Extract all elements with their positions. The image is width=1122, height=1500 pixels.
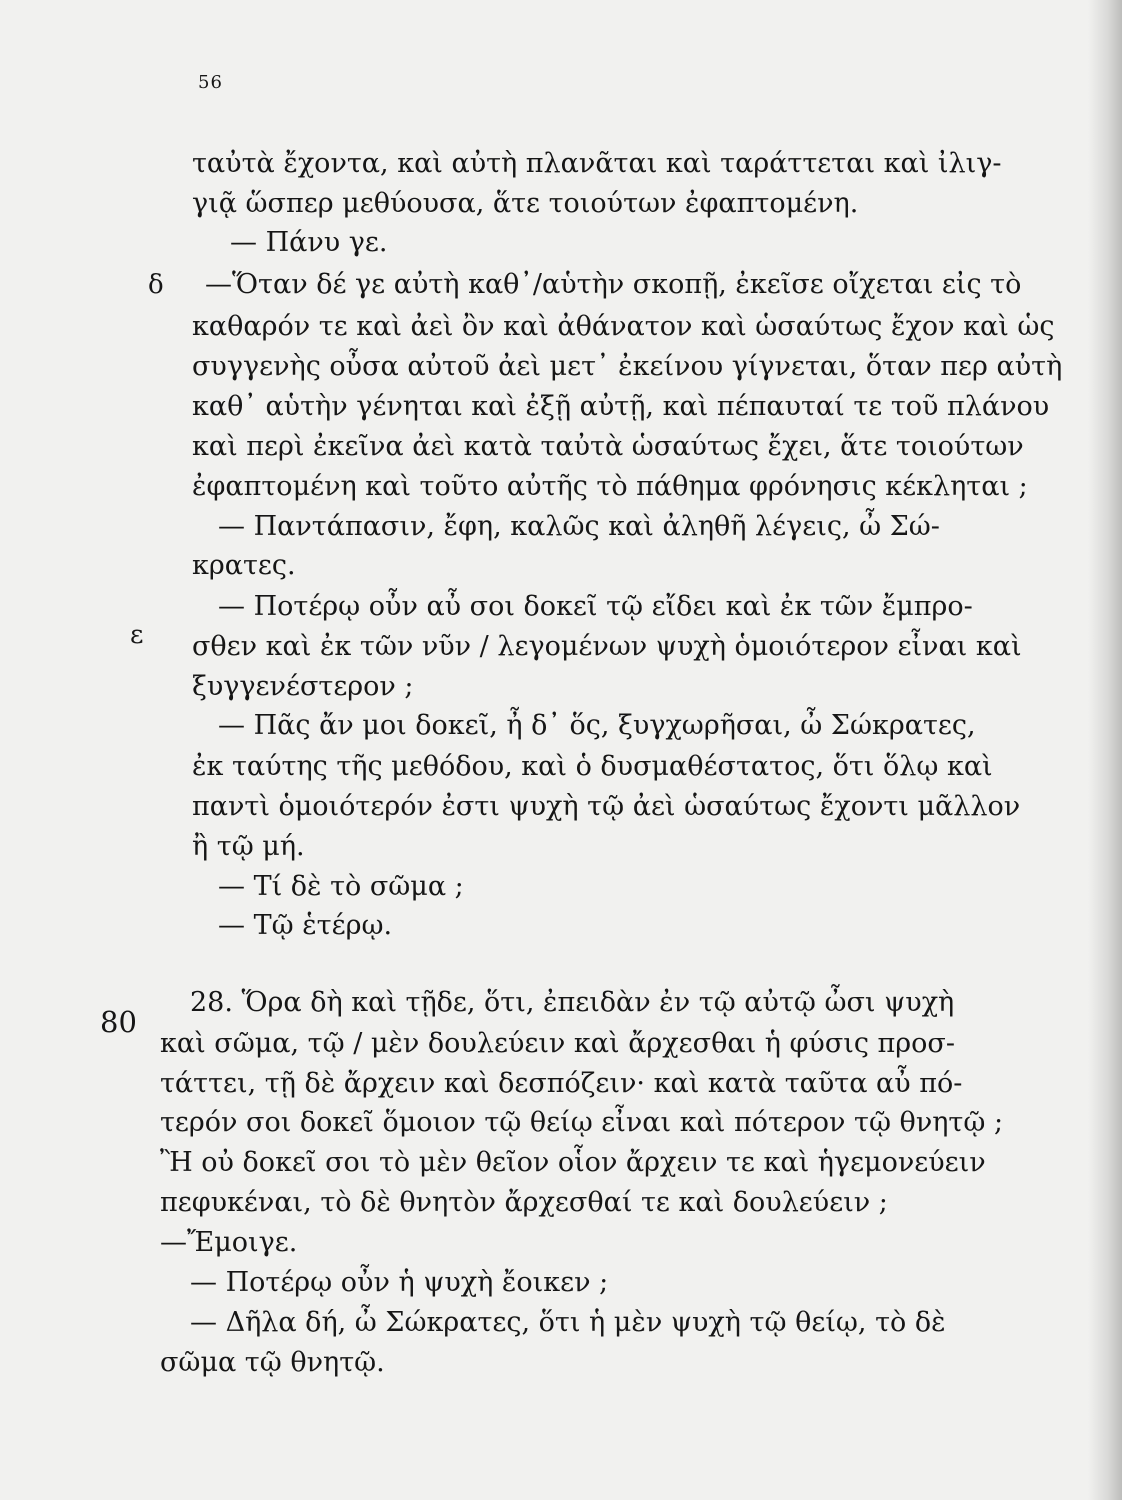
text-line: 28. Ὅρα δὴ καὶ τῇδε, ὅτι, ἐπειδὰν ἐν τῷ αὐτῷ ὦσι ψυχὴ xyxy=(190,987,955,1018)
text-line: παντὶ ὁμοιότερόν ἐστι ψυχὴ τῷ ἀεὶ ὡσαύτως ἔχοντι μᾶλλον xyxy=(192,791,1021,822)
page-spine-shadow xyxy=(1088,0,1122,1500)
text-line: — Πᾶς ἄν μοι δοκεῖ, ἦ δ᾽ ὅς, ξυγχωρῆσαι, ὦ Σώκρατες, xyxy=(218,710,976,741)
text-line: ξυγγενέστερον ; xyxy=(192,671,414,702)
margin-marker-80: 80 xyxy=(100,1005,137,1039)
text-line: συγγενὴς οὖσα αὐτοῦ ἀεὶ μετ᾽ ἐκείνου γίγνεται, ὅταν περ αὐτὴ xyxy=(192,351,1063,382)
text-line: — Ποτέρῳ οὖν ἡ ψυχὴ ἔοικεν ; xyxy=(190,1267,609,1298)
text-line: καὶ περὶ ἐκεῖνα ἀεὶ κατὰ ταὐτὰ ὡσαύτως ἔχει, ἅτε τοιούτων xyxy=(192,431,1024,462)
text-line: — Ποτέρῳ οὖν αὖ σοι δοκεῖ τῷ εἴδει καὶ ἐκ τῶν ἔμπρο- xyxy=(218,591,973,622)
text-line: Ἢ οὐ δοκεῖ σοι τὸ μὲν θεῖον οἷον ἄρχειν τε καὶ ἡγεμονεύειν xyxy=(160,1147,986,1178)
text-line: σῶμα τῷ θνητῷ. xyxy=(160,1347,385,1378)
text-line: —Ὅταν δέ γε αὐτὴ καθ᾽/αὑτὴν σκοπῇ, ἐκεῖσε οἴχεται εἰς τὸ xyxy=(205,269,1022,300)
text-line: σθεν καὶ ἐκ τῶν νῦν / λεγομένων ψυχὴ ὁμοιότερον εἶναι καὶ xyxy=(192,631,1022,662)
text-line: τάττει, τῇ δὲ ἄρχειν καὶ δεσπόζειν· καὶ κατὰ ταῦτα αὖ πό- xyxy=(160,1068,963,1099)
text-line: κρατες. xyxy=(192,550,296,581)
text-line: ἐκ ταύτης τῆς μεθόδου, καὶ ὁ δυσμαθέστατος, ὅτι ὅλῳ καὶ xyxy=(192,751,993,782)
text-line: — Πάνυ γε. xyxy=(230,227,388,258)
text-line: καὶ σῶμα, τῷ / μὲν δουλεύειν καὶ ἄρχεσθαι ἡ φύσις προσ- xyxy=(160,1028,955,1059)
text-line: —Ἔμοιγε. xyxy=(160,1227,298,1258)
text-line: — Τῷ ἑτέρῳ. xyxy=(218,910,393,941)
text-line: καθ᾽ αὑτὴν γένηται καὶ ἐξῇ αὐτῇ, καὶ πέπαυταί τε τοῦ πλάνου xyxy=(192,391,1050,422)
text-line: ἐφαπτομένη καὶ τοῦτο αὐτῆς τὸ πάθημα φρόνησις κέκληται ; xyxy=(192,471,1028,502)
margin-marker-delta: δ xyxy=(148,270,164,300)
text-line: — Τί δὲ τὸ σῶμα ; xyxy=(218,871,464,902)
text-line: καθαρόν τε καὶ ἀεὶ ὂν καὶ ἀθάνατον καὶ ὡσαύτως ἔχον καὶ ὡς xyxy=(192,311,1055,342)
text-line: ἢ τῷ μή. xyxy=(192,831,305,862)
text-line: πεφυκέναι, τὸ δὲ θνητὸν ἄρχεσθαί τε καὶ δουλεύειν ; xyxy=(160,1187,888,1218)
text-line: γιᾷ ὥσπερ μεθύουσα, ἅτε τοιούτων ἐφαπτομένη. xyxy=(192,188,859,219)
text-line: — Παντάπασιν, ἔφη, καλῶς καὶ ἀληθῆ λέγεις, ὦ Σώ- xyxy=(218,511,940,542)
text-line: τερόν σοι δοκεῖ ὅμοιον τῷ θείῳ εἶναι καὶ πότερον τῷ θνητῷ ; xyxy=(160,1107,1004,1138)
margin-marker-epsilon: ε xyxy=(130,620,144,650)
page-number: 56 xyxy=(198,72,223,93)
text-line: — Δῆλα δή, ὦ Σώκρατες, ὅτι ἡ μὲν ψυχὴ τῷ θείῳ, τὸ δὲ xyxy=(190,1307,946,1338)
text-line: ταὐτὰ ἔχοντα, καὶ αὐτὴ πλανᾶται καὶ ταράττεται καὶ ἰλιγ- xyxy=(192,148,1002,179)
